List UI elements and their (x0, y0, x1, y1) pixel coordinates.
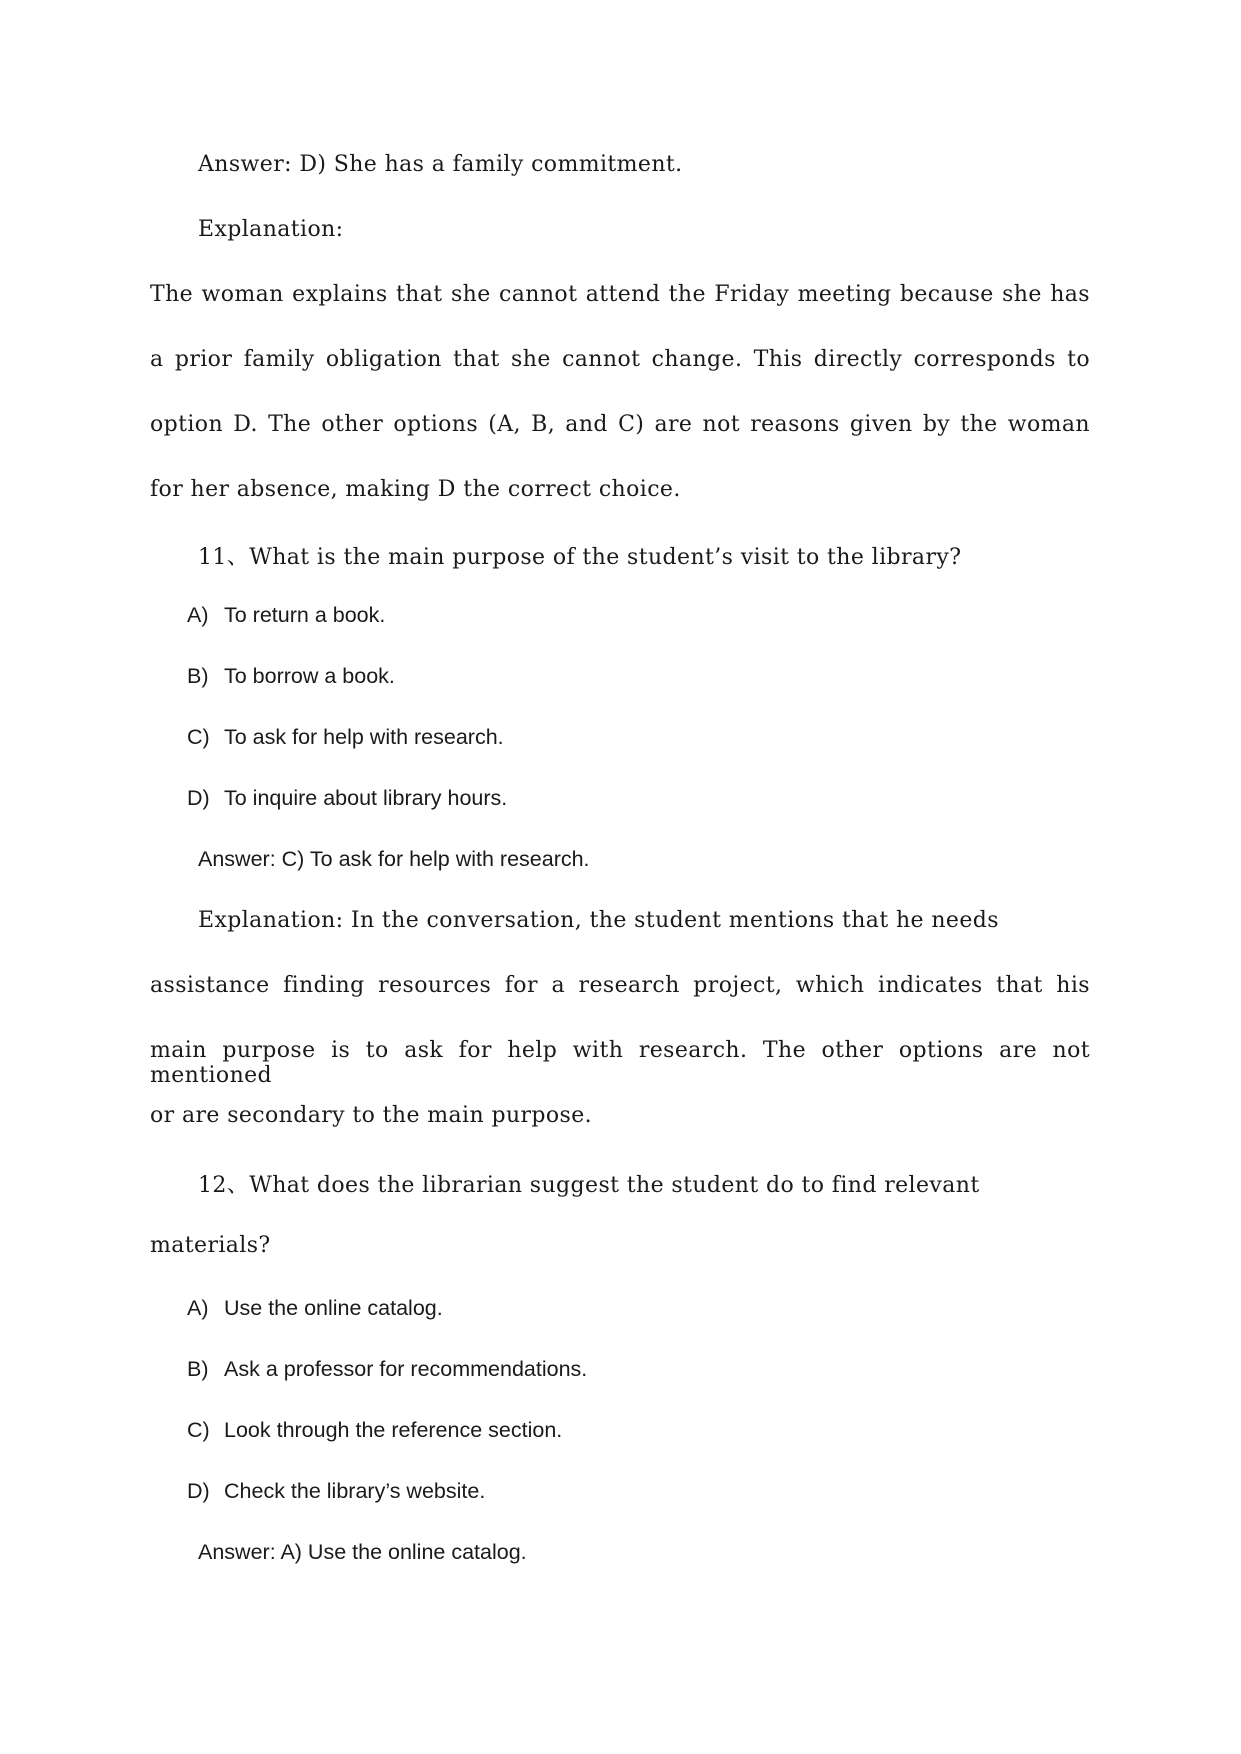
q12-question-line: 12、What does the librarian suggest the student do to find relevant (198, 1173, 980, 1198)
option-letter: C) (187, 1418, 210, 1442)
option-letter: B) (187, 664, 209, 688)
option-letter: B) (187, 1357, 209, 1381)
q11-explanation-line: main purpose is to ask for help with research. The other options are not mentioned (150, 1038, 1090, 1088)
q10-answer: Answer: D) She has a family commitment. (198, 152, 683, 177)
q10-explanation-label: Explanation: (198, 217, 344, 242)
q12-answer: Answer: A) Use the online catalog. (198, 1540, 527, 1564)
option-letter: D) (187, 786, 210, 810)
q10-explanation-line: a prior family obligation that she cannot change. This directly corresponds to (150, 347, 1090, 372)
option-letter: A) (187, 603, 209, 627)
q11-explanation-line: Explanation: In the conversation, the student mentions that he needs (198, 908, 999, 933)
option-text: Ask a professor for recommendations. (224, 1357, 588, 1381)
option-letter: C) (187, 725, 210, 749)
q10-explanation-line: option D. The other options (A, B, and C) are not reasons given by the woman (150, 412, 1090, 437)
option-text: Check the library’s website. (224, 1479, 486, 1503)
q10-explanation-line: The woman explains that she cannot attend the Friday meeting because she has (150, 282, 1090, 307)
q11-question: 11、What is the main purpose of the student’s visit to the library? (198, 545, 962, 570)
option-text: To return a book. (224, 603, 386, 627)
q11-explanation-line: or are secondary to the main purpose. (150, 1103, 593, 1128)
option-text: Look through the reference section. (224, 1418, 563, 1442)
option-letter: A) (187, 1296, 209, 1320)
q11-explanation-line: assistance finding resources for a research project, which indicates that his (150, 973, 1090, 998)
option-letter: D) (187, 1479, 210, 1503)
option-text: To inquire about library hours. (224, 786, 508, 810)
option-text: To borrow a book. (224, 664, 395, 688)
q10-explanation-line: for her absence, making D the correct choice. (150, 477, 681, 502)
q11-answer: Answer: C) To ask for help with research. (198, 847, 590, 871)
option-text: Use the online catalog. (224, 1296, 443, 1320)
q12-question-line: materials? (150, 1233, 271, 1258)
option-text: To ask for help with research. (224, 725, 504, 749)
